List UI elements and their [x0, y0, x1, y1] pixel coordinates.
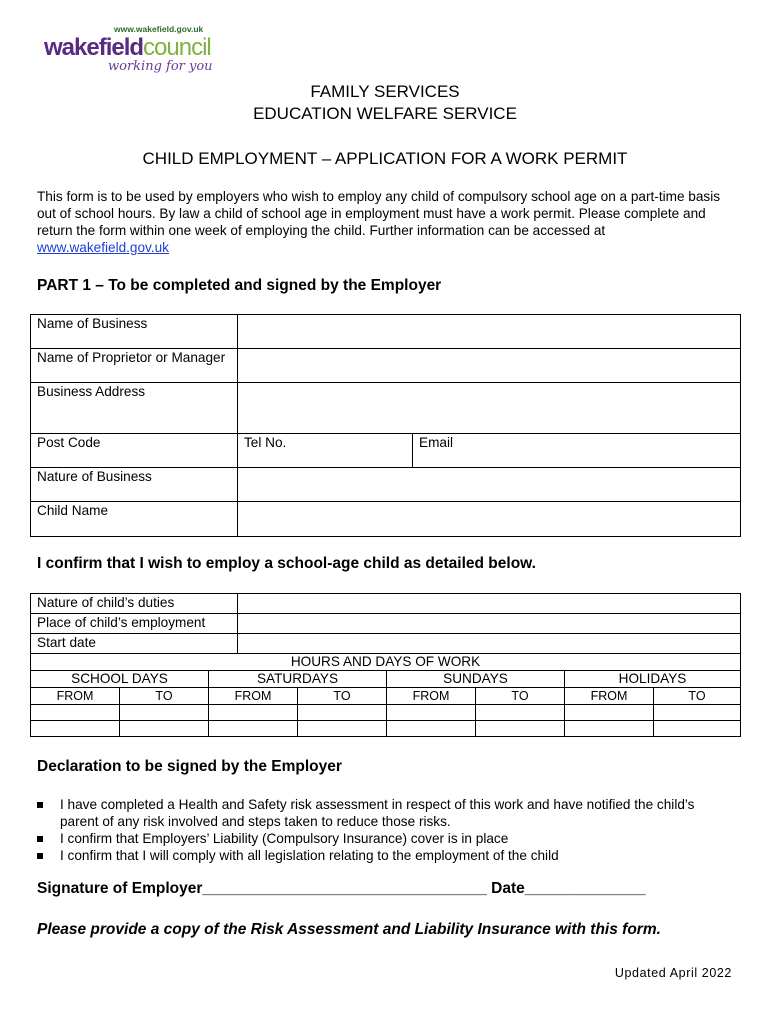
insurance-note: Please provide a copy of the Risk Assessment and Liability Insurance with this form.	[37, 921, 661, 938]
hours-cell[interactable]	[654, 721, 741, 737]
sunday-from-header: FROM	[387, 688, 476, 705]
declaration-list	[37, 796, 727, 864]
address-label: Business Address	[31, 383, 238, 434]
website-link[interactable]: www.wakefield.gov.uk	[37, 240, 169, 255]
address-field[interactable]	[238, 383, 741, 434]
start-date-field[interactable]	[238, 634, 741, 654]
hours-title: HOURS AND DAYS OF WORK	[31, 654, 741, 671]
declaration-item-3: I confirm that I will comply with all legislation relating to the employment of the child	[60, 848, 559, 863]
dept-heading: FAMILY SERVICES	[310, 82, 460, 101]
holiday-to-header: TO	[654, 688, 741, 705]
saturday-from-header: FROM	[209, 688, 298, 705]
business-name-field[interactable]	[238, 315, 741, 349]
school-from-header: FROM	[31, 688, 120, 705]
part1-heading: PART 1 – To be completed and signed by the Employer	[37, 277, 442, 294]
wakefield-council-logo	[44, 24, 214, 80]
sunday-to-header: TO	[476, 688, 565, 705]
bullet-icon	[37, 853, 43, 859]
nature-of-business-label: Nature of Business	[31, 468, 238, 502]
logo-url: www.wakefield.gov.uk	[114, 24, 204, 34]
hours-cell[interactable]	[209, 721, 298, 737]
hours-cell[interactable]	[476, 721, 565, 737]
date-label: Date	[491, 880, 525, 897]
intro-paragraph	[37, 188, 727, 256]
hours-cell[interactable]	[476, 705, 565, 721]
group-sundays: SUNDAYS	[387, 671, 565, 688]
employer-details-table	[30, 314, 741, 537]
confirm-heading: I confirm that I wish to employ a school-age child as detailed below.	[37, 555, 536, 572]
signature-line	[37, 880, 645, 898]
place-field[interactable]	[238, 614, 741, 634]
logo-name-council: council	[143, 34, 211, 61]
hours-cell[interactable]	[120, 721, 209, 737]
proprietor-field[interactable]	[238, 349, 741, 383]
saturday-to-header: TO	[298, 688, 387, 705]
service-heading: EDUCATION WELFARE SERVICE	[253, 104, 517, 123]
child-duties-table	[30, 593, 741, 654]
nature-of-business-field[interactable]	[238, 468, 741, 502]
hours-cell[interactable]	[298, 705, 387, 721]
hours-cell[interactable]	[387, 705, 476, 721]
form-title: CHILD EMPLOYMENT – APPLICATION FOR A WORK PERMIT	[142, 149, 628, 168]
proprietor-label: Name of Proprietor or Manager	[31, 349, 238, 383]
duties-label: Nature of child’s duties	[31, 594, 238, 614]
hours-cell[interactable]	[387, 721, 476, 737]
duties-field[interactable]	[238, 594, 741, 614]
declaration-heading: Declaration to be signed by the Employer	[37, 758, 342, 775]
school-to-header: TO	[120, 688, 209, 705]
business-name-label: Name of Business	[31, 315, 238, 349]
holiday-from-header: FROM	[565, 688, 654, 705]
list-item	[37, 796, 727, 830]
declaration-item-1: I have completed a Health and Safety risk assessment in respect of this work and have notified the child’s parent of any risk involved and steps taken to reduce those risks.	[60, 797, 695, 829]
hours-cell[interactable]	[31, 721, 120, 737]
hours-cell[interactable]	[31, 705, 120, 721]
group-saturdays: SATURDAYS	[209, 671, 387, 688]
tel-label[interactable]: Tel No.	[238, 434, 413, 468]
bullet-icon	[37, 802, 43, 808]
hours-row	[31, 721, 741, 737]
hours-cell[interactable]	[565, 705, 654, 721]
group-holidays: HOLIDAYS	[565, 671, 741, 688]
list-item	[37, 847, 727, 864]
hours-cell[interactable]	[565, 721, 654, 737]
email-label[interactable]: Email	[413, 434, 741, 468]
bullet-icon	[37, 836, 43, 842]
hours-cell[interactable]	[120, 705, 209, 721]
hours-table	[30, 653, 741, 737]
logo-name	[44, 34, 211, 62]
updated-date: Updated April 2022	[614, 966, 732, 980]
intro-text: This form is to be used by employers who wish to employ any child of compulsory school age on a part-time basis out of school hours. By law a child of school age in employment must have a work permit. Please complete and return the form within one week of employing the child. Further information can be accessed at	[37, 189, 721, 238]
signature-field[interactable]: _________________________________	[202, 880, 487, 897]
hours-cell[interactable]	[654, 705, 741, 721]
postcode-label[interactable]: Post Code	[31, 434, 238, 468]
hours-cell[interactable]	[298, 721, 387, 737]
logo-name-wakefield: wakefield	[44, 34, 144, 61]
logo-tagline: working for you	[108, 59, 213, 74]
list-item	[37, 830, 727, 847]
child-name-label: Child Name	[31, 502, 238, 537]
signature-label: Signature of Employer	[37, 880, 203, 897]
hours-row	[31, 705, 741, 721]
declaration-item-2: I confirm that Employers’ Liability (Compulsory Insurance) cover is in place	[60, 831, 509, 846]
place-label: Place of child’s employment	[31, 614, 238, 634]
date-field[interactable]: ______________	[524, 880, 646, 897]
group-school-days: SCHOOL DAYS	[31, 671, 209, 688]
start-date-label: Start date	[31, 634, 238, 654]
child-name-field[interactable]	[238, 502, 741, 537]
hours-cell[interactable]	[209, 705, 298, 721]
